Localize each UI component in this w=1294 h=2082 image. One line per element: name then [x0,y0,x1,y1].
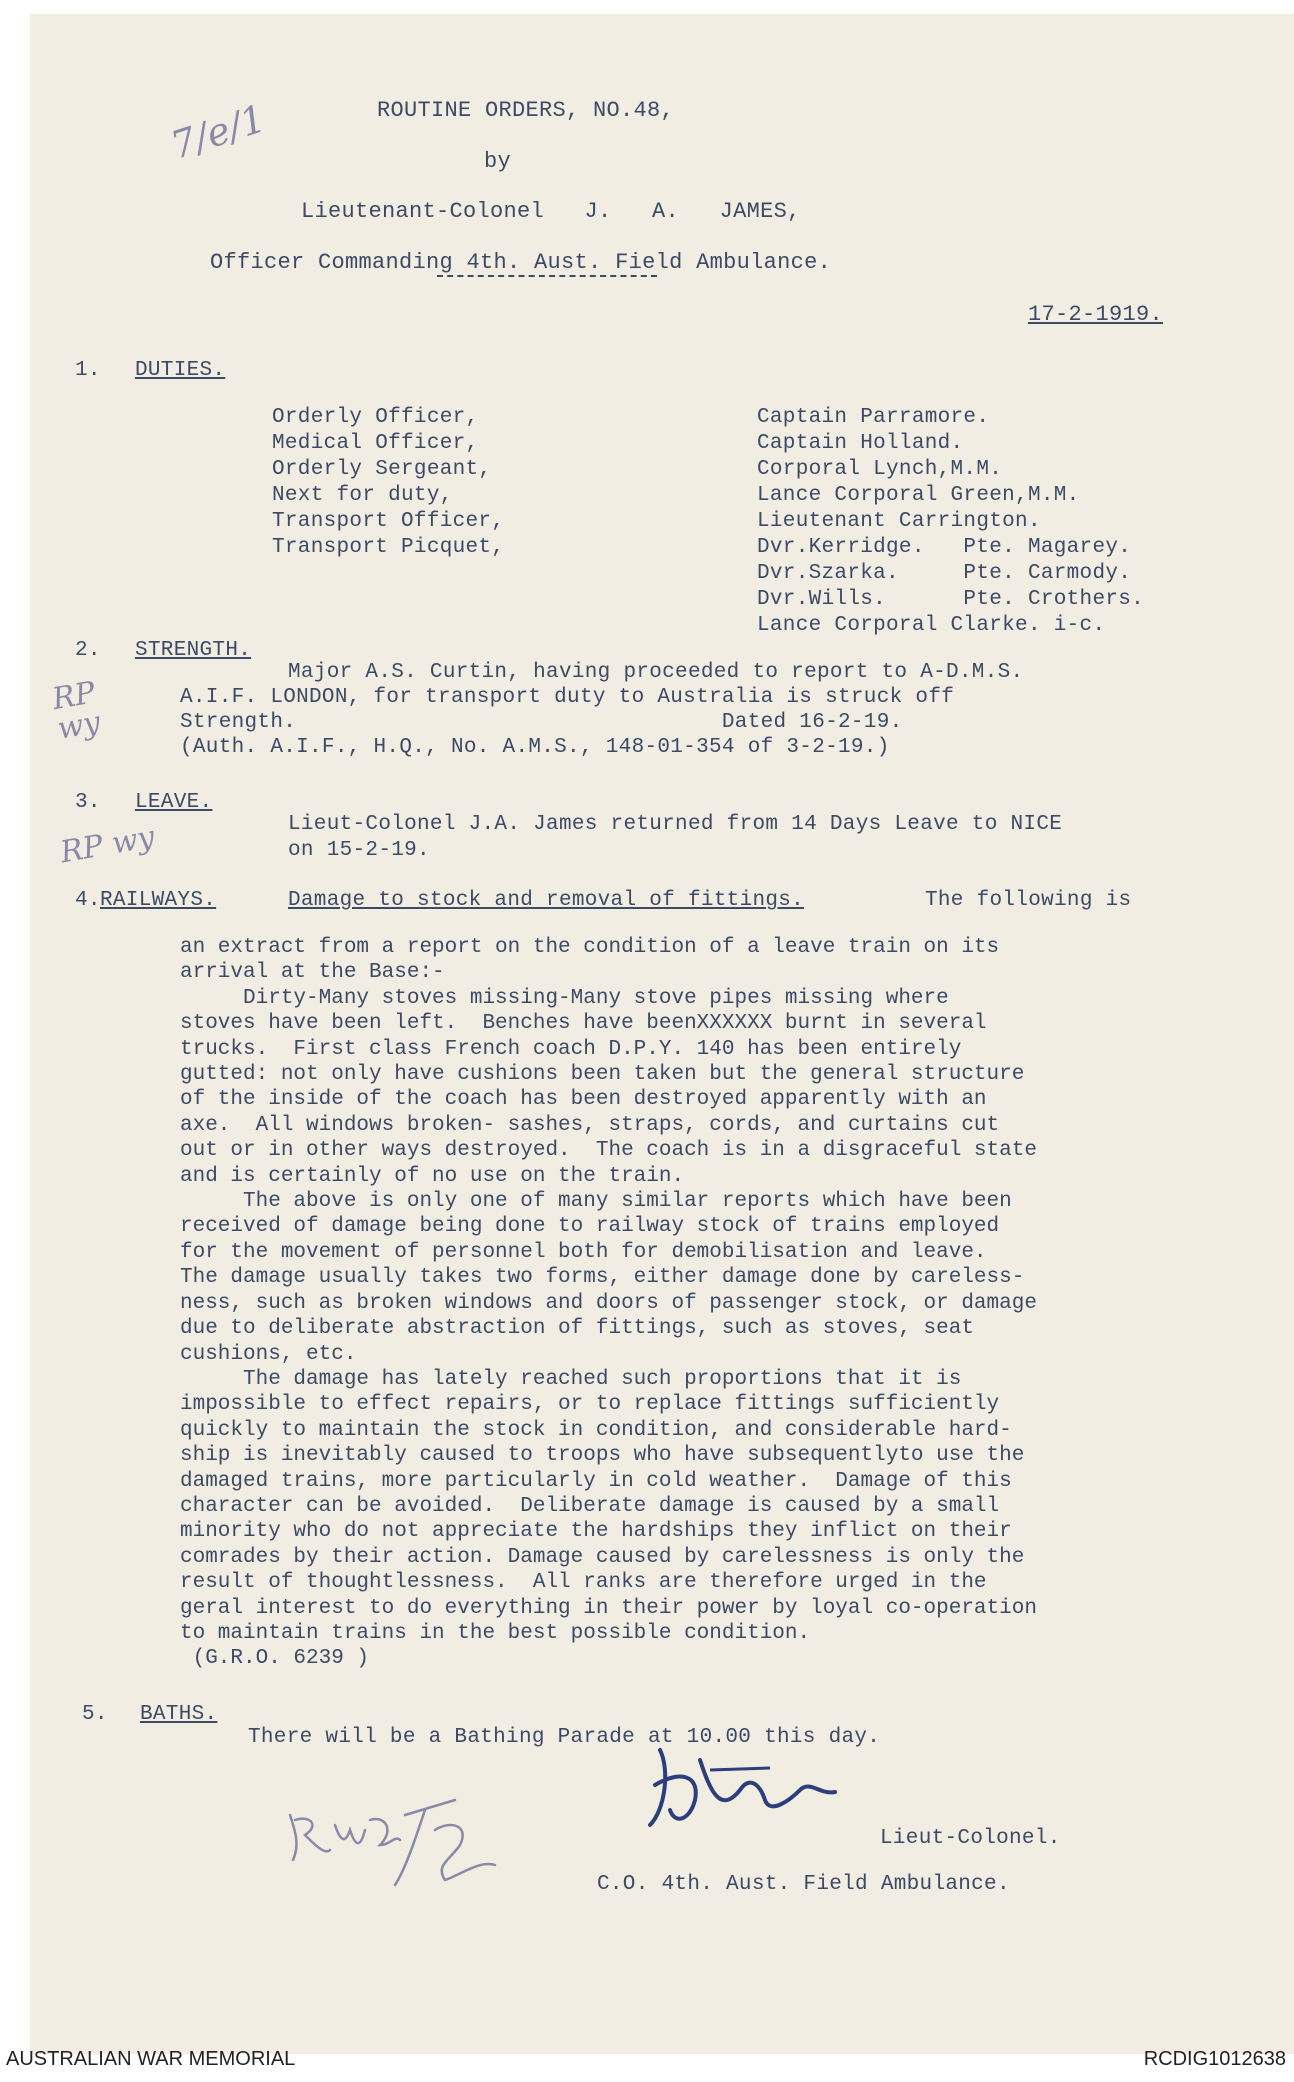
leave-line: Lieut-Colonel J.A. James returned from 14 Days Leave to NICE [288,813,1063,836]
section-number: 4. [75,889,101,912]
section-number: 1. [75,359,101,382]
unit-line: Officer Commanding 4th. Aust. Field Ambulance. [210,250,832,275]
body-line: comrades by their action. Damage caused by carelessness is only the [180,1545,1025,1569]
body-line: cushions, etc. [180,1342,357,1366]
body-line: impossible to effect repairs, or to replace fittings sufficiently [180,1393,1000,1417]
body-line: ness, such as broken windows and doors of passenger stock, or damage [180,1291,1037,1315]
body-line: axe. All windows broken- sashes, straps, cords, and curtains cut [180,1113,1000,1137]
section-heading-duties: DUTIES. [135,359,226,382]
body-line: out or in other ways destroyed. The coach is in a disgraceful state [180,1139,1037,1163]
duty-name: Corporal Lynch,M.M. [757,458,1003,481]
duty-name: Dvr.Szarka. Pte. Carmody. [757,562,1132,585]
baths-text: There will be a Bathing Parade at 10.00 this day. [248,1726,881,1749]
strength-line: A.I.F. LONDON, for transport duty to Australia is struck off [180,686,955,709]
body-line: The above is only one of many similar reports which have been [180,1190,1012,1214]
duty-name: Captain Parramore. [757,406,990,429]
body-line: Dirty-Many stoves missing-Many stove pipes missing where [180,986,949,1010]
section-number: 3. [75,791,101,814]
pencil-annotation: 7/e/1 [165,96,271,168]
body-line: received of damage being done to railway stock of trains employed [180,1215,1000,1239]
body-line: result of thoughtlessness. All ranks are therefore urged in the [180,1571,987,1595]
document-title: ROUTINE ORDERS, NO.48, [377,98,675,123]
body-line: The damage usually takes two forms, either damage done by careless- [180,1266,1025,1290]
section-heading-leave: LEAVE. [135,791,213,814]
signature-rank: Lieut-Colonel. [880,1827,1061,1850]
body-line: minority who do not appreciate the hardships they inflict on their [180,1520,1012,1544]
body-line: and is certainly of no use on the train. [180,1164,685,1188]
body-line: (G.R.O. 6239 ) [180,1647,370,1671]
duty-name: Dvr.Wills. Pte. Crothers. [757,588,1145,611]
signature-title: C.O. 4th. Aust. Field Ambulance. [597,1873,1010,1896]
body-line: for the movement of personnel both for demobilisation and leave. [180,1240,987,1264]
duty-name: Lieutenant Carrington. [757,510,1041,533]
body-line: arrival at the Base:- [180,961,445,985]
section-number: 2. [75,639,101,662]
header-separator [437,275,657,277]
duty-name: Captain Holland. [757,432,964,455]
railways-subheading: Damage to stock and removal of fittings. [288,889,805,912]
duty-role: Transport Officer, [272,510,505,533]
pencil-initials [285,1790,525,1900]
body-line: ship is inevitably caused to troops who have subsequentlyto use the [180,1444,1025,1468]
body-line: of the inside of the coach has been destroyed apparently with an [180,1088,987,1112]
duty-name: Lance Corporal Clarke. i-c. [757,614,1106,637]
section-heading-railways: RAILWAYS. [100,889,217,912]
leave-line: on 15-2-19. [288,839,430,862]
railways-intro: The following is [925,889,1132,912]
body-line: character can be avoided. Deliberate damage is caused by a small [180,1494,1000,1518]
strength-line: (Auth. A.I.F., H.Q., No. A.M.S., 148-01-354 of 3-2-19.) [180,736,890,759]
pencil-annotation: RP wy [49,675,104,747]
railways-body [180,935,1240,1672]
section-number: 5. [82,1703,108,1726]
duty-role: Orderly Officer, [272,406,479,429]
body-line: trucks. First class French coach D.P.Y. 140 has been entirely [180,1037,962,1061]
by-line: by [484,149,512,174]
commanding-officer-signature [640,1730,840,1840]
body-line: gutted: not only have cushions been taken but the general structure [180,1063,1025,1087]
duty-name: Dvr.Kerridge. Pte. Magarey. [757,536,1132,559]
duty-role: Orderly Sergeant, [272,458,492,481]
section-heading-baths: BATHS. [140,1703,218,1726]
strength-line: Strength. Dated 16-2-19. [180,711,903,734]
body-line: damaged trains, more particularly in cold weather. Damage of this [180,1469,1012,1493]
duty-role: Next for duty, [272,484,453,507]
body-line: geral interest to do everything in their power by loyal co-operation [180,1596,1037,1620]
body-line: due to deliberate abstraction of fittings, such as stoves, seat [180,1317,974,1341]
body-line: to maintain trains in the best possible condition. [180,1621,811,1645]
duty-role: Transport Picquet, [272,536,505,559]
strength-line: Major A.S. Curtin, having proceeded to report to A-D.M.S. [288,661,1024,684]
body-line: quickly to maintain the stock in condition, and considerable hard- [180,1418,1012,1442]
body-line: an extract from a report on the condition of a leave train on its [180,936,1000,959]
officer-line: Lieutenant-Colonel J. A. JAMES, [301,199,801,224]
duty-name: Lance Corporal Green,M.M. [757,484,1080,507]
duty-role: Medical Officer, [272,432,479,455]
pencil-annotation: RP wy [57,819,158,871]
body-line: The damage has lately reached such proportions that it is [180,1367,962,1391]
section-heading-strength: STRENGTH. [135,639,252,662]
archive-credit: AUSTRALIAN WAR MEMORIAL [6,2048,296,2070]
body-line: stoves have been left. Benches have beenXXXXXX burnt in several [180,1012,987,1036]
document-date: 17-2-1919. [1028,302,1164,327]
archive-id: RCDIG1012638 [1143,2048,1286,2070]
